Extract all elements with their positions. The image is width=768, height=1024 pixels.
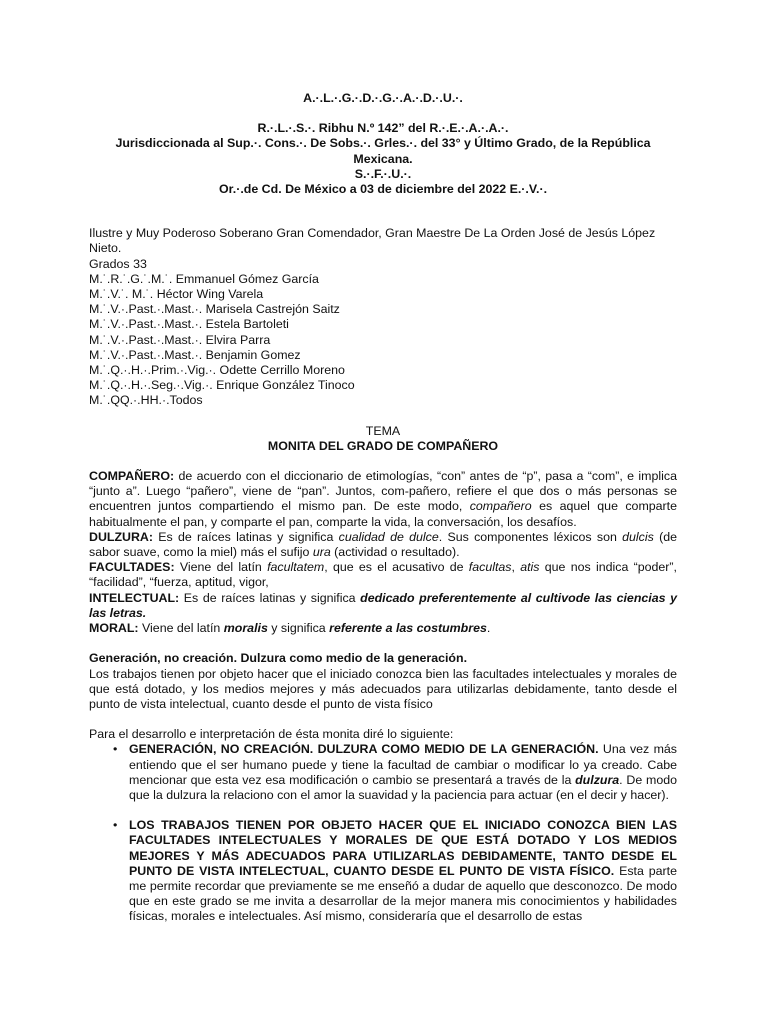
salutation-line: M.˙.R.˙.G.˙.M.˙. Emmanuel Gómez García xyxy=(89,271,319,286)
tema-title: MONITA DEL GRADO DE COMPAÑERO xyxy=(267,438,499,453)
section-heading: Generación, no creación. Dulzura como medio de la generación. xyxy=(89,651,468,666)
salutation-line: M.˙.V.·.Past.·.Mast.·. Estela Bartoleti xyxy=(89,317,289,332)
salutation-line: M.˙.Q.·.H.·.Seg.·.Vig.·. Enrique González Tinoco xyxy=(89,378,355,393)
definition-companero: COMPAÑERO: de acuerdo con el diccionario de etimologías, “con” antes de “p”, pasa a “com”, e implica “junto a”. Luego “pañero”, viene de “pan”. Juntos, com-pañero, refiere el que dos o más personas se encuentren juntos compartiendo el mismo pan. De este modo, compañero es aquel que comparte habitualmente el pan, y comparte el pan, comparte la vida, la conversación, los desafíos. xyxy=(89,469,678,529)
salutation-line: M.˙.V.·.Past.·.Mast.·. Elvira Parra xyxy=(89,332,271,347)
definition-term: FACULTADES: xyxy=(89,560,175,575)
header-line-1: A.·.L.·.G.·.D.·.G.·.A.·.D.·.U.·. xyxy=(303,91,463,105)
header-line-4: S.·.F.·.U.·. xyxy=(354,166,412,181)
tema-label: TEMA xyxy=(365,423,401,438)
list-spacer xyxy=(89,803,677,818)
definition-term: COMPAÑERO: xyxy=(89,469,175,484)
document-body xyxy=(89,91,677,925)
list-item: • GENERACIÓN, NO CREACIÓN. DULZURA COMO MEDIO DE LA GENERACIÓN. Una vez más entiendo que el ser humano puede y tiene la facultad de cambiar o modificar lo ya creado. Cabe mencionar que esta vez esa modificación o cambio se presentará a través de la dulzura. De modo que la dulzura la relaciono con el amor la suavidad y la paciencia para actuar (en el decir y hacer). xyxy=(113,742,677,802)
definition-dulzura: DULZURA: Es de raíces latinas y significa cualidad de dulce. Sus componentes léxicos son dulcis (de sabor suave, como la miel) más el sufijo ura (actividad o resultado). xyxy=(89,529,678,560)
header-line-3: Jurisdiccionada al Sup.·. Cons.·. De Sobs.·. Grles.·. del 33° y Último Grado, de la República Mexicana. xyxy=(115,136,651,166)
salutation-block xyxy=(89,226,677,408)
salutation-line: M.˙.V.˙. M.˙. Héctor Wing Varela xyxy=(89,287,264,302)
salutation-line: M.˙.V.·.Past.·.Mast.·. Benjamin Gomez xyxy=(89,347,301,362)
header-line-5: Or.·.de Cd. De México a 03 de diciembre del 2022 E.·.V.·. xyxy=(218,182,548,197)
definition-term: DULZURA: xyxy=(89,529,154,544)
definition-intelectual: INTELECTUAL: Es de raíces latinas y significa dedicado preferentemente al cultivode las ciencias y las letras. xyxy=(89,590,678,620)
definition-term: MORAL: xyxy=(89,621,139,636)
salutation-line: M.˙.Q.·.H.·.Prim.·.Vig.·. Odette Cerrillo Moreno xyxy=(89,363,345,378)
bullet-icon: • xyxy=(113,818,118,833)
salutation-line: M.˙.QQ.·.HH.·.Todos xyxy=(89,393,203,408)
intro-paragraph: Para el desarrollo e interpretación de ésta monita diré lo siguiente: xyxy=(89,727,454,742)
salutation-line: M.˙.V.·.Past.·.Mast.·. Marisela Castrejón Saitz xyxy=(89,302,340,317)
definition-term: INTELECTUAL: xyxy=(89,590,180,605)
header-line-2: R.·.L.·.S.·. Ribhu N.º 142” del R.·.E.·.A.·.A.·. xyxy=(257,121,509,136)
section-body: Los trabajos tienen por objeto hacer que el iniciado conozca bien las facultades intelectuales y morales de que está dotado, y los medios mejores y más adecuados para utilizarlas debidamente, tanto desde el punto de vista intelectual, cuanto desde el punto de vista físico xyxy=(89,666,677,711)
bullet-icon: • xyxy=(113,742,118,757)
definition-facultades: FACULTADES: Viene del latín facultatem, que es el acusativo de facultas, atis que nos indica “poder”, “facilidad”, “fuerza, aptitud, vigor, xyxy=(89,560,677,590)
salutation-line: Ilustre y Muy Poderoso Soberano Gran Comendador, Gran Maestre De La Orden José de Jesús López Nieto. xyxy=(89,226,656,256)
salutation-line: Grados 33 xyxy=(89,256,147,271)
bullet-list xyxy=(89,742,677,924)
list-item: • LOS TRABAJOS TIENEN POR OBJETO HACER QUE EL INICIADO CONOZCA BIEN LAS FACULTADES INTELECTUALES Y MORALES DE QUE ESTÁ DOTADO Y LOS MEDIOS MEJORES Y MÁS ADECUADOS PARA UTILIZARLAS DEBIDAMENTE, TANTO DESDE EL PUNTO DE VISTA INTELECTUAL, CUANTO DESDE EL PUNTO DE VISTA FÍSICO. Esta parte me permite recordar que previamente se me enseñó a dudar de aquello que desconozco. De modo que en este grado se me invita a desarrollar de la mejor manera mis conocimientos y habilidades físicas, morales e intelectuales. Así mismo, consideraría que el desarrollo de estas xyxy=(113,818,678,924)
definition-moral: MORAL: Viene del latín moralis y significa referente a las costumbres. xyxy=(89,621,491,636)
